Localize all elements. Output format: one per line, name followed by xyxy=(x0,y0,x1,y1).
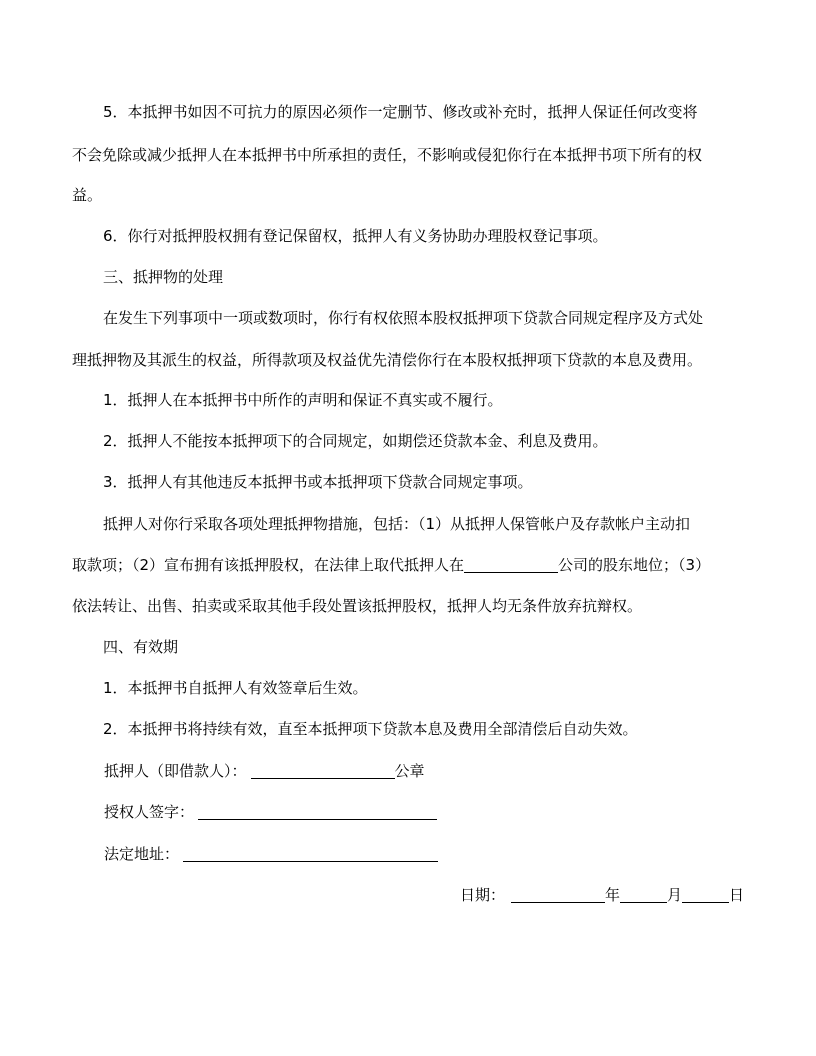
date-label: 日期： xyxy=(459,886,505,904)
authorized-signature-row xyxy=(104,801,437,822)
date-day-field[interactable] xyxy=(682,887,729,903)
section-4-item-1: 1．本抵押书自抵押人有效签章后生效。 xyxy=(103,679,368,697)
section-3-measures-line-3: 依法转让、出售、拍卖或采取其他手段处置该抵押股权，抵押人均无条件放弃抗辩权。 xyxy=(72,597,643,615)
date-year-field[interactable] xyxy=(511,887,605,903)
mortgagor-signature-row xyxy=(104,760,425,781)
section-3-intro-line-1: 在发生下列事项中一项或数项时，你行有权依照本股权抵押项下贷款合同规定程序及方式处 xyxy=(103,309,704,327)
clause-5-line-2: 不会免除或减少抵押人在本抵押书中所承担的责任，不影响或侵犯你行在本抵押书项下所有的权 xyxy=(72,146,703,164)
section-3-heading: 三、抵押物的处理 xyxy=(103,268,224,286)
address-row xyxy=(104,843,438,864)
section-3-item-2: 2．抵押人不能按本抵押项下的合同规定，如期偿还贷款本金、利息及费用。 xyxy=(103,432,608,450)
address-field[interactable] xyxy=(183,846,438,862)
month-label: 月 xyxy=(666,886,682,904)
date-row xyxy=(460,884,744,905)
day-label: 日 xyxy=(728,886,744,904)
seal-label: 公章 xyxy=(394,762,425,780)
clause-5-line-3: 益。 xyxy=(72,186,103,204)
authorized-label: 授权人签字： xyxy=(104,803,195,821)
section-3-measures-line-1: 抵押人对你行采取各项处理抵押物措施，包括：（1）从抵押人保管帐户及存款帐户主动扣 xyxy=(103,515,691,533)
address-label: 法定地址： xyxy=(104,845,180,863)
date-month-field[interactable] xyxy=(620,887,667,903)
mortgagor-signature-field[interactable] xyxy=(251,763,395,779)
section-3-item-1: 1．抵押人在本抵押书中所作的声明和保证不真实或不履行。 xyxy=(103,391,503,409)
year-label: 年 xyxy=(604,886,620,904)
mortgagor-label: 抵押人（即借款人）： xyxy=(104,762,247,780)
clause-6: 6．你行对抵押股权拥有登记保留权，抵押人有义务协助办理股权登记事项。 xyxy=(103,227,608,245)
section-3-intro-line-2: 理抵押物及其派生的权益，所得款项及权益优先清偿你行在本股权抵押项下贷款的本息及费用。 xyxy=(72,351,703,369)
company-name-blank[interactable] xyxy=(464,557,558,573)
section-3-item-3: 3．抵押人有其他违反本抵押书或本抵押项下贷款合同规定事项。 xyxy=(103,473,533,491)
section-4-item-2: 2．本抵押书将持续有效，直至本抵押项下贷款本息及费用全部清偿后自动失效。 xyxy=(103,720,638,738)
section-4-heading: 四、有效期 xyxy=(103,638,179,656)
clause-5-line-1: 5．本抵押书如因不可抗力的原因必须作一定删节、修改或补充时，抵押人保证任何改变将 xyxy=(103,103,698,121)
section-3-measures-line-2: 取款项；（2）宣布拥有该抵押股权，在法律上取代抵押人在 公司的股东地位；（3） xyxy=(72,556,711,574)
authorized-signature-field[interactable] xyxy=(198,804,437,820)
